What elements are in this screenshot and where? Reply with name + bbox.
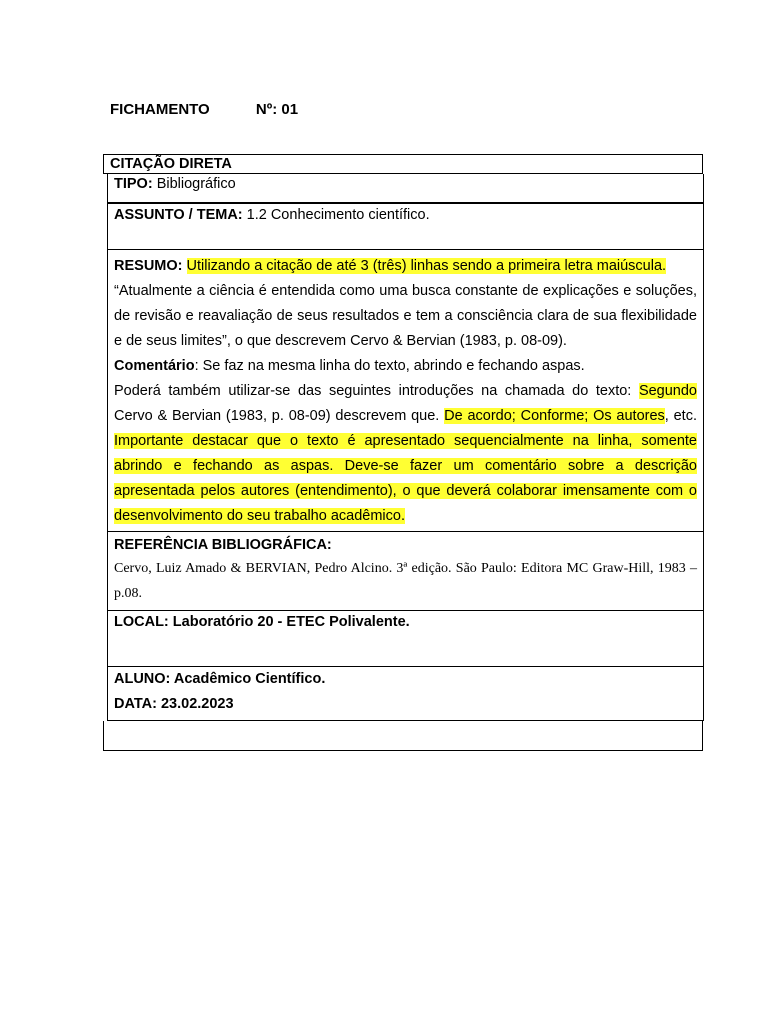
document-number: Nº: 01 — [255, 101, 299, 118]
row-divider — [108, 202, 703, 203]
section-title: CITAÇÃO DIRETA — [103, 154, 703, 174]
instructions-mid: Cervo & Bervian (1983, p. 08-09) descrevem que. — [114, 408, 445, 424]
assunto-value: 1.2 Conhecimento científico. — [242, 207, 430, 223]
resumo-label: RESUMO: — [114, 258, 183, 274]
resumo-comment — [114, 354, 697, 379]
highlight-de-acordo: De acordo; Conforme; Os autores — [444, 408, 665, 424]
referencia-row — [107, 532, 704, 611]
aluno-row — [107, 667, 704, 721]
fichamento-sheet — [103, 154, 703, 751]
empty-row — [103, 721, 703, 751]
document-title: FICHAMENTO — [110, 101, 210, 118]
comment-label: Comentário — [114, 358, 195, 374]
resumo-intro-highlight: Utilizando a citação de até 3 (três) linhas sendo a primeira letra maiúscula. — [186, 258, 667, 274]
resumo-intro-paragraph — [114, 254, 697, 279]
tipo-row — [107, 174, 704, 204]
assunto-label: ASSUNTO / TEMA: — [114, 207, 243, 223]
instructions-etc: , etc. — [664, 408, 697, 424]
tipo-value: Bibliográfico — [152, 176, 236, 192]
aluno-text: ALUNO: Acadêmico Científico. — [114, 671, 326, 687]
resumo-quote: “Atualmente a ciência é entendida como uma busca constante de explicações e soluções, de revisão e reavaliação de seus resultados e tem a consciência clara de sua flexibilidade e de seus limites”, o que descrevem Cervo & Bervian (1983, p. 08-09). — [114, 283, 697, 349]
highlight-segundo: Segundo — [638, 383, 697, 399]
document-header — [110, 101, 298, 118]
referencia-text: Cervo, Luiz Amado & BERVIAN, Pedro Alcino. 3ª edição. São Paulo: Editora MC Graw-Hill, 1983 – p.08. — [114, 561, 697, 601]
highlight-importante: Importante destacar que o texto é apresentado sequencialmente na linha, somente abrindo e fechando as aspas. Deve-se fazer um comentário sobre a descrição apresentada pelos autores (entendimento), o que deverá colaborar imensamente com o desenvolvimento do seu trabalho acadêmico. — [114, 433, 697, 524]
local-row: LOCAL: Laboratório 20 - ETEC Polivalente. — [107, 611, 704, 667]
resumo-row — [107, 250, 704, 532]
comment-text: : Se faz na mesma linha do texto, abrindo e fechando aspas. — [194, 358, 585, 374]
instructions-start: Poderá também utilizar-se das seguintes introduções na chamada do texto: — [114, 383, 639, 399]
tipo-label: TIPO: — [114, 176, 153, 192]
data-text: DATA: 23.02.2023 — [114, 696, 234, 712]
referencia-label: REFERÊNCIA BIBLIOGRÁFICA: — [114, 537, 332, 553]
resumo-instructions — [114, 379, 697, 529]
assunto-row — [107, 204, 704, 250]
